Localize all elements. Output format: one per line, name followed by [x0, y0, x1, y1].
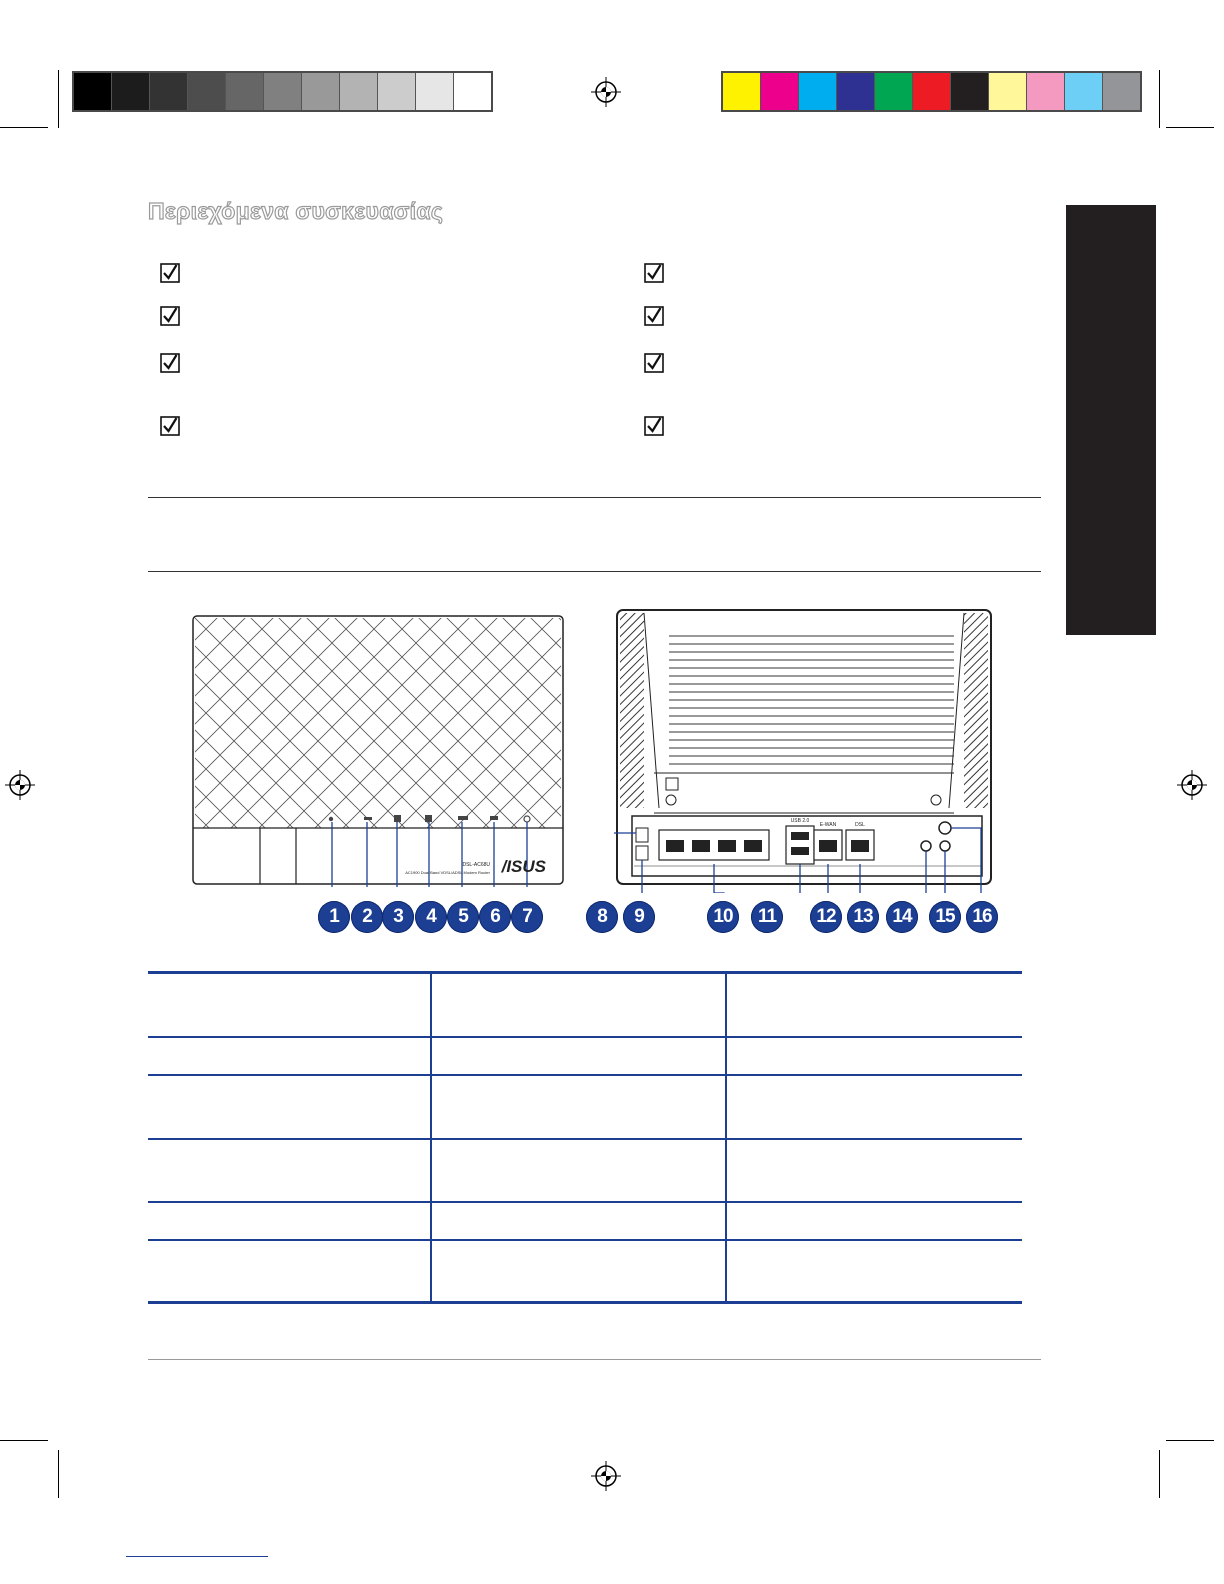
color-swatch [875, 73, 913, 110]
color-swatch [112, 73, 150, 110]
crop-mark [0, 1440, 48, 1441]
color-swatch [1065, 73, 1103, 110]
callout-badge-9: 9 [623, 901, 655, 933]
callout-badge-7: 7 [511, 901, 543, 933]
color-swatch [837, 73, 875, 110]
callout-badge-11: 11 [751, 901, 783, 933]
table-row-divider [148, 1036, 1022, 1038]
callout-badge-4: 4 [415, 901, 447, 933]
callout-badge-6: 6 [479, 901, 511, 933]
checkbox-icon [160, 263, 180, 283]
color-swatch [989, 73, 1027, 110]
callout-badge-3: 3 [382, 901, 414, 933]
registration-mark-icon [1177, 770, 1207, 800]
color-swatch [761, 73, 799, 110]
checkbox-icon [644, 416, 664, 436]
front-brand-logo: /ISUS [501, 857, 546, 876]
rear-dsl-label: DSL [855, 822, 865, 828]
checkbox-icon [160, 416, 180, 436]
callout-badge-1: 1 [318, 901, 350, 933]
checkbox-icon [644, 306, 664, 326]
table-row-divider [148, 1239, 1022, 1241]
table-row-divider [148, 1201, 1022, 1203]
color-swatch [1027, 73, 1065, 110]
color-swatch [723, 73, 761, 110]
registration-mark-icon [591, 77, 621, 107]
checkbox-icon [160, 353, 180, 373]
footer-rule [148, 1359, 1041, 1360]
callout-badge-10: 10 [707, 901, 739, 933]
registration-mark-icon [5, 770, 35, 800]
color-swatch [264, 73, 302, 110]
callout-badge-8: 8 [586, 901, 618, 933]
color-swatch [378, 73, 416, 110]
page-title: Περιεχόμενα συσκευασίας [148, 198, 444, 224]
language-side-tab [1066, 205, 1156, 635]
color-swatch [74, 73, 112, 110]
callout-badge-14: 14 [886, 901, 918, 933]
color-swatch [416, 73, 454, 110]
checkbox-icon [160, 306, 180, 326]
rear-wan-label: E-WAN [819, 822, 837, 828]
callout-badge-16: 16 [966, 901, 998, 933]
color-swatch [913, 73, 951, 110]
note-top-rule [148, 497, 1041, 498]
color-swatch [226, 73, 264, 110]
callout-badge-13: 13 [847, 901, 879, 933]
table-row-divider [148, 1074, 1022, 1076]
callout-badge-15: 15 [929, 901, 961, 933]
crop-mark [1166, 127, 1214, 128]
color-swatch [951, 73, 989, 110]
color-swatch [340, 73, 378, 110]
callout-badge-5: 5 [447, 901, 479, 933]
router-rear-illustration [614, 608, 994, 893]
color-swatch [188, 73, 226, 110]
color-swatch [454, 73, 491, 110]
note-bottom-rule [148, 571, 1041, 572]
callout-badge-2: 2 [351, 901, 383, 933]
crop-mark [0, 127, 48, 128]
crop-mark [126, 1556, 268, 1557]
table-row-divider [148, 1138, 1022, 1140]
crop-mark [1159, 70, 1160, 128]
process-color-bar [721, 71, 1142, 112]
registration-mark-icon [591, 1461, 621, 1491]
crop-mark [58, 1450, 59, 1498]
color-swatch [799, 73, 837, 110]
grayscale-color-bar [72, 71, 493, 112]
color-swatch [150, 73, 188, 110]
checkbox-icon [644, 353, 664, 373]
crop-mark [1166, 1440, 1214, 1441]
crop-mark [58, 70, 59, 128]
color-swatch [1103, 73, 1140, 110]
front-model-line-2: AC1900 Dual Band VDSL/ADSL Modem Router [405, 870, 490, 875]
callout-badge-12: 12 [810, 901, 842, 933]
checkbox-icon [644, 263, 664, 283]
crop-mark [1159, 1450, 1160, 1498]
front-model-line-1: DSL-AC68U [462, 862, 490, 868]
router-front-illustration [192, 615, 564, 887]
rear-usb-label: USB 2.0 [790, 818, 810, 824]
color-swatch [302, 73, 340, 110]
